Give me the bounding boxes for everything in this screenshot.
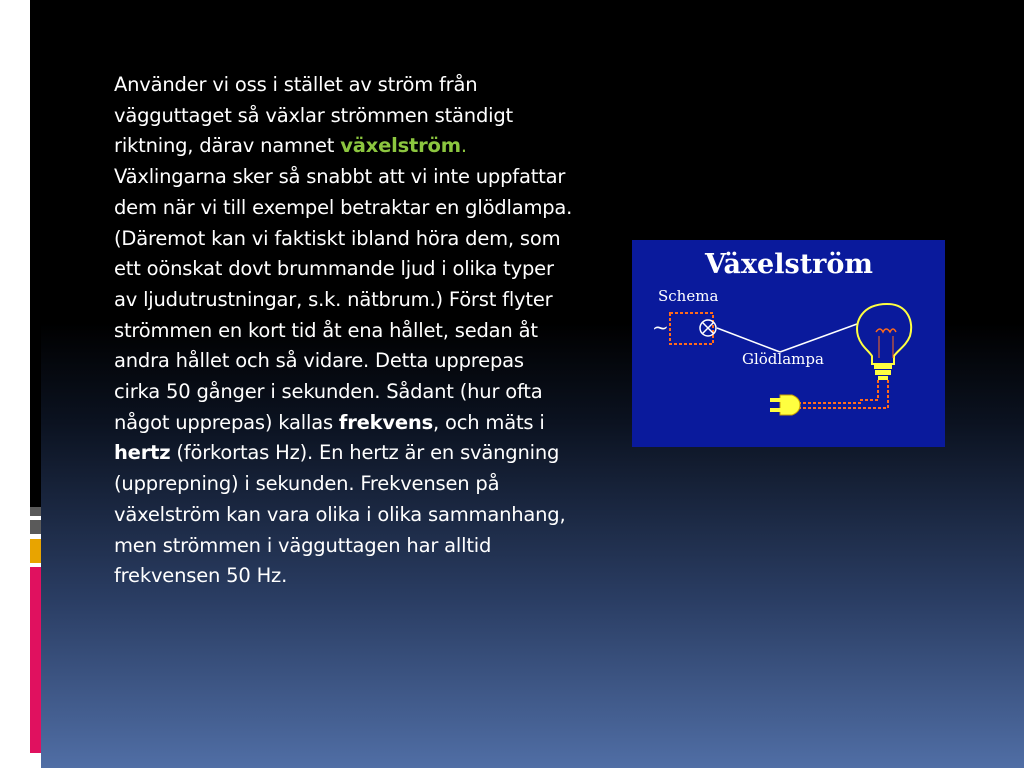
- term-vaxelstrom-dot: .: [460, 134, 467, 158]
- ac-tilde-symbol: ~: [652, 315, 669, 339]
- bulb-label: Glödlampa: [742, 350, 824, 368]
- pointer-line-schema: [717, 328, 780, 352]
- accent-bar-gray-top: [30, 507, 41, 516]
- schema-label: Schema: [658, 287, 719, 305]
- term-vaxelstrom: växelström: [340, 134, 461, 158]
- slide-body-text: [114, 70, 574, 592]
- text-part-2: Växlingarna sker så snabbt att vi inte uppfattar dem när vi till exempel betraktar en glödlampa. (Däremot kan vi faktiskt ibland höra dem, som ett oönskat dovt brummande ljud i olika typer av ljudutrustningar, s.k. nätbrum.) Först flyter strömmen en kort tid åt ena hållet, sedan åt andra hållet och så vidare. Detta upprepas cirka 50 gånger i sekunden. Sådant (hur ofta något upprepas) kallas: [114, 165, 573, 434]
- accent-bar-gold: [30, 539, 41, 563]
- pointer-line-bulb: [780, 324, 857, 352]
- accent-bar-pink: [30, 567, 41, 753]
- term-frekvens: frekvens: [338, 410, 434, 434]
- text-part-4: (förkortas Hz). En hertz är en svängning (upprepning) i sekunden. Frekvensen på växelström kan vara olika i olika sammanhang, men strömmen i vägguttagen har alltid frekvensen 50 Hz.: [114, 441, 566, 588]
- text-part-1: Använder vi oss i stället av ström från vägguttaget så växlar strömmen ständigt riktning, därav namnet: [114, 73, 513, 158]
- ac-circuit-illustration: [632, 240, 945, 447]
- power-plug-icon: [770, 395, 800, 415]
- left-accent-bars: [30, 0, 41, 768]
- figure-title: Växelström: [705, 249, 873, 280]
- circuit-diagram: [632, 240, 945, 447]
- accent-bar-gray: [30, 520, 41, 534]
- lightbulb-icon: [857, 304, 911, 380]
- power-cord-upper: [795, 380, 878, 403]
- accent-bar-black: [30, 0, 41, 507]
- term-hertz: hertz: [114, 441, 171, 465]
- text-part-3: , och mäts i: [433, 410, 545, 434]
